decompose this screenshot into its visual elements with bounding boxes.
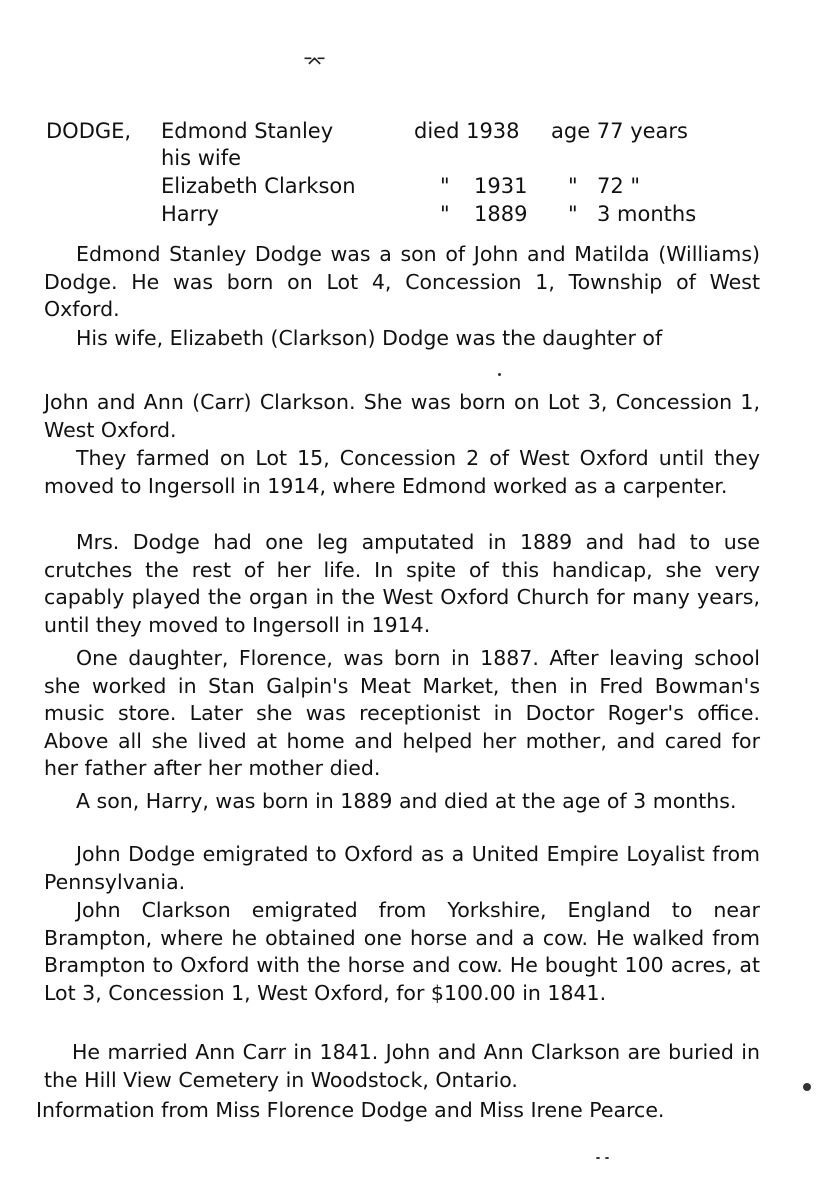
paragraph: Information from Miss Florence Dodge and Miss Irene Pearce.	[36, 1098, 665, 1122]
paragraph: They farmed on Lot 15, Concession 2 of West Oxford until they moved to Ingersoll in 1914, where Edmond worked as a carpenter.	[44, 446, 760, 498]
record-age: 3 months	[597, 202, 697, 226]
record-name: his wife	[161, 146, 242, 170]
scan-speck	[605, 1157, 609, 1159]
scan-speck	[596, 1157, 600, 1159]
record-died: died 1938	[414, 119, 520, 143]
record-ditto: "	[568, 174, 578, 198]
record-ditto: "	[440, 202, 450, 226]
paragraph: Edmond Stanley Dodge was a son of John and Matilda (Williams) Dodge. He was born on Lot 4, Concession 1, Township of West Oxford.	[44, 242, 760, 322]
record-name: Edmond Stanley	[161, 119, 334, 143]
record-year: 1931	[474, 174, 528, 198]
paragraph: One daughter, Florence, was born in 1887. After leaving school she worked in Stan Galpin's Meat Market, then in Fred Bowman's music store. Later she was receptionist in Doctor Roger's office. Above all she lived at home and helped her mother, and cared for her father after her mother died.	[44, 646, 760, 781]
record-name: Harry	[161, 202, 219, 226]
surname: DODGE,	[46, 119, 132, 143]
paragraph: John Clarkson emigrated from Yorkshire, England to near Brampton, where he obtained one horse and a cow. He walked from Brampton to Oxford with the horse and cow. He bought 100 acres, at Lot 3, Concession 1, West Oxford, for $100.00 in 1841.	[44, 898, 760, 1005]
paragraph: A son, Harry, was born in 1889 and died at the age of 3 months.	[76, 789, 737, 813]
paragraph: Mrs. Dodge had one leg amputated in 1889 and had to use crutches the rest of her life. In spite of this handicap, she very capably played the organ in the West Oxford Church for many years, until they moved to Ingersoll in 1914.	[44, 530, 760, 637]
paragraph: His wife, Elizabeth (Clarkson) Dodge was the daughter of	[76, 326, 663, 350]
record-year: 1889	[474, 202, 528, 226]
record-ditto: "	[568, 202, 578, 226]
record-age: age 77 years	[551, 119, 688, 143]
record-age: 72 "	[597, 174, 641, 198]
scan-speck	[498, 373, 501, 376]
paragraph: He married Ann Carr in 1841. John and Ann Clarkson are buried in the Hill View Cemetery in Woodstock, Ontario.	[44, 1040, 760, 1092]
scan-speck	[803, 1083, 811, 1091]
record-name: Elizabeth Clarkson	[161, 174, 356, 198]
paragraph: John Dodge emigrated to Oxford as a United Empire Loyalist from Pennsylvania.	[44, 842, 760, 894]
paragraph: John and Ann (Carr) Clarkson. She was born on Lot 3, Concession 1, West Oxford.	[44, 390, 760, 442]
scan-mark: ⌤	[303, 50, 327, 74]
record-ditto: "	[440, 174, 450, 198]
